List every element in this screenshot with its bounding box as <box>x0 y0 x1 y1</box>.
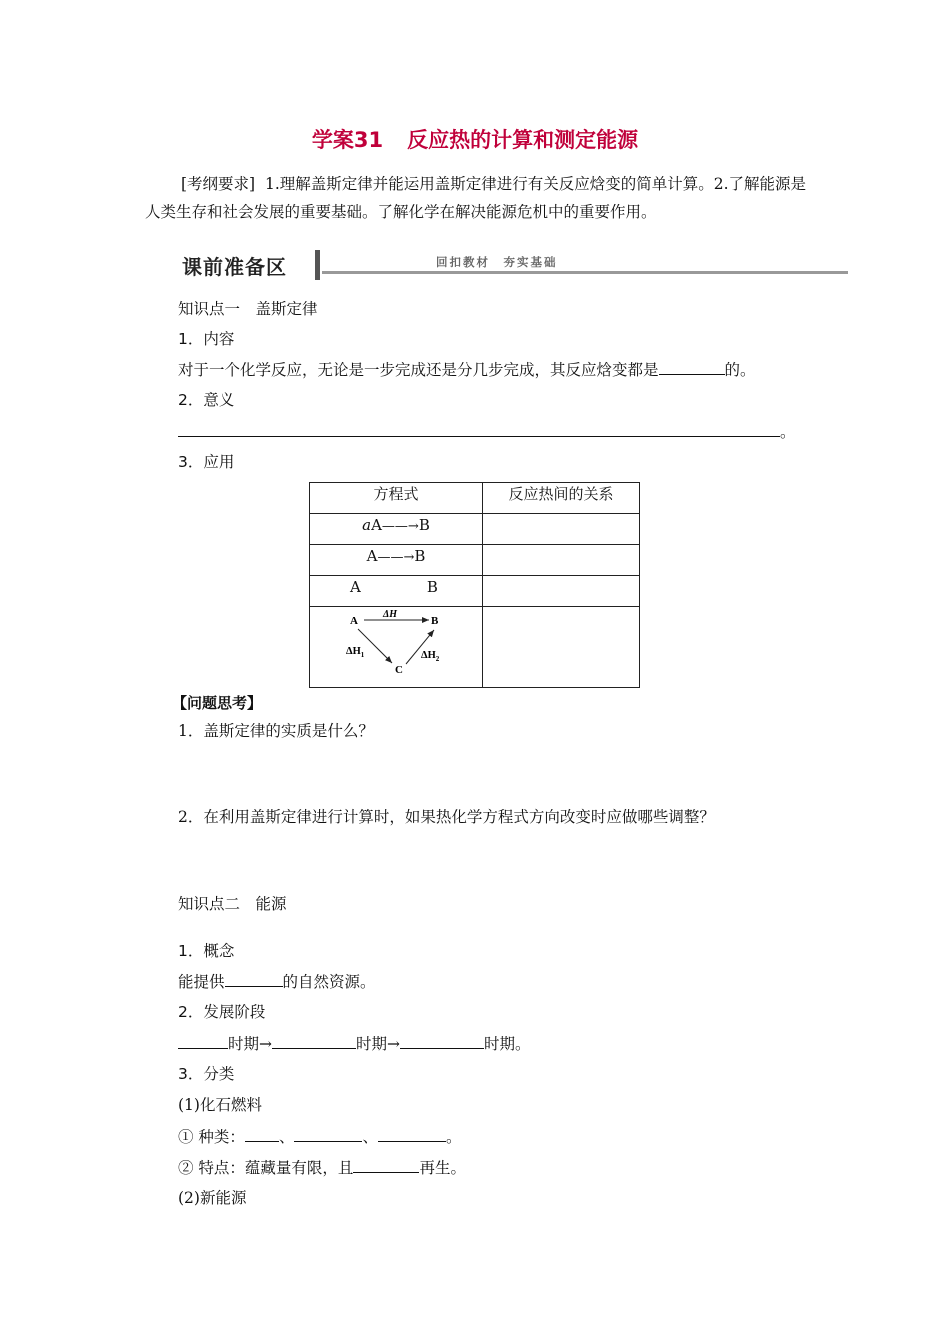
concept-text: 能提供 的自然资源。 <box>178 973 376 991</box>
equation-cell <box>310 607 483 688</box>
delta-h-label: ΔH <box>383 609 398 620</box>
requirement-label: [考纲要求] <box>181 175 256 193</box>
answer-blank[interactable] <box>400 1033 484 1049</box>
content-label: 1．内容 <box>178 330 235 348</box>
table-header-row <box>310 483 640 514</box>
arrow-icon: ——→ <box>377 550 415 565</box>
answer-blank[interactable] <box>178 421 780 437</box>
table-row <box>310 576 640 607</box>
development-label: 2．发展阶段 <box>178 1003 266 1021</box>
node-a: A <box>350 615 358 627</box>
table-row <box>310 545 640 576</box>
hess-cycle-diagram <box>310 607 482 687</box>
equation-cell: A B <box>310 576 483 607</box>
relation-cell[interactable] <box>483 607 640 688</box>
answer-blank[interactable] <box>178 1033 228 1049</box>
knowledge-point-2-heading: 知识点二 能源 <box>178 895 287 913</box>
classification-label: 3．分类 <box>178 1065 235 1083</box>
question-2: 2．在利用盖斯定律进行计算时，如果热化学方程式方向改变时应做哪些调整？ <box>178 808 715 826</box>
relation-cell[interactable] <box>483 545 640 576</box>
kinds-line: ① 种类： 、 、 。 <box>178 1128 462 1146</box>
application-table <box>309 482 640 688</box>
banner-subtitle: 回扣教材 夯实基础 <box>436 255 558 269</box>
fossil-fuel-heading: (1)化石燃料 <box>178 1096 262 1114</box>
answer-blank[interactable] <box>659 359 725 375</box>
arrow-icon: → <box>259 1035 273 1053</box>
development-stages: 时期→ 时期→ 时期。 <box>178 1033 531 1054</box>
answer-blank[interactable] <box>378 1126 446 1142</box>
table-row <box>310 514 640 545</box>
node-b: B <box>431 615 439 627</box>
table-row <box>310 607 640 688</box>
feature-line: ② 特点：蕴藏量有限，且 再生。 <box>178 1159 466 1177</box>
equation-cell: A——→B <box>310 545 483 576</box>
equation-cell: aA——→B <box>310 514 483 545</box>
application-label: 3．应用 <box>178 453 235 471</box>
answer-blank[interactable] <box>353 1157 419 1173</box>
relation-cell[interactable] <box>483 514 640 545</box>
syllabus-requirement <box>145 170 815 226</box>
requirement-text: 1.理解盖斯定律并能运用盖斯定律进行有关反应焓变的简单计算。2.了解能源是人类生存和社会发展的重要基础。了解化学在解决能源危机中的重要作用。 <box>145 175 807 221</box>
answer-blank[interactable] <box>272 1033 356 1049</box>
delta-h2-label: $\Delta H_2$ <box>421 650 440 663</box>
arrow-icon: → <box>387 1035 401 1053</box>
banner-rule <box>322 271 848 274</box>
relation-cell[interactable] <box>483 576 640 607</box>
content-text: 对于一个化学反应，无论是一步完成还是分几步完成，其反应焓变都是 的。 <box>178 361 756 379</box>
new-energy-heading: (2)新能源 <box>178 1189 247 1207</box>
knowledge-point-1-heading: 知识点一 盖斯定律 <box>178 300 318 318</box>
answer-blank[interactable] <box>225 971 283 987</box>
banner-bar <box>315 250 320 280</box>
questions-heading: 【问题思考】 <box>172 694 263 712</box>
significance-label: 2．意义 <box>178 391 235 409</box>
delta-h1-label: $\Delta H_1$ <box>346 646 365 659</box>
section-banner <box>178 248 848 282</box>
node-c: C <box>395 664 403 676</box>
page-title: 学案31 反应热的计算和测定能源 <box>311 128 639 152</box>
answer-blank[interactable] <box>245 1126 279 1142</box>
header-relation: 反应热间的关系 <box>483 483 640 514</box>
header-equation: 方程式 <box>310 483 483 514</box>
question-1: 1．盖斯定律的实质是什么？ <box>178 722 374 740</box>
answer-blank[interactable] <box>294 1126 362 1142</box>
concept-label: 1．概念 <box>178 942 235 960</box>
banner-title: 课前准备区 <box>182 255 287 279</box>
arrow-icon: ——→ <box>381 519 419 534</box>
significance-line: 。 <box>178 421 796 442</box>
